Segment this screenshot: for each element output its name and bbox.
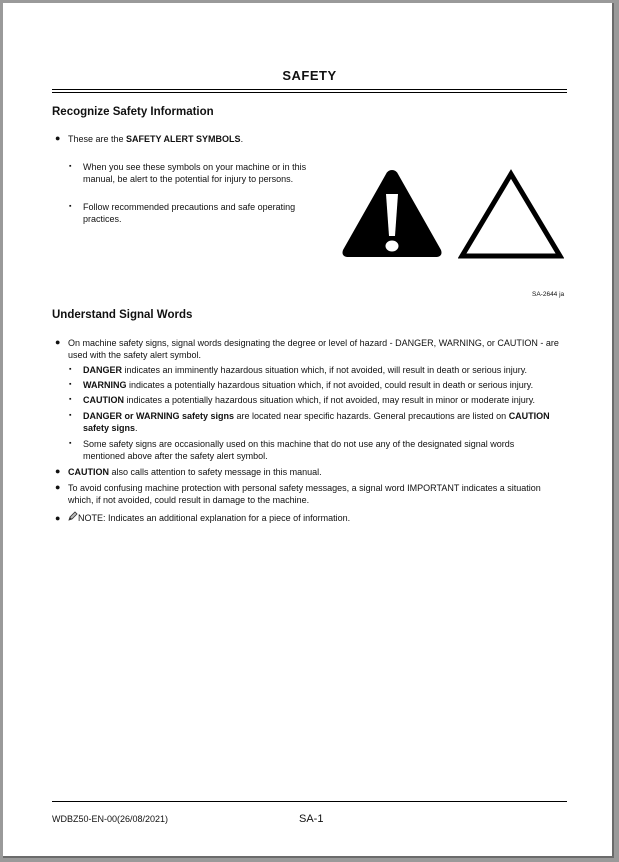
sub-bullet-safety-signs: DANGER or WARNING safety signs are located near specific hazards. General precautions are listed on CAUTION safety signs. xyxy=(83,411,550,433)
bullet-dot: ● xyxy=(55,466,61,476)
footer-page-number: SA-1 xyxy=(299,813,324,825)
bullet-caution-also: CAUTION also calls attention to safety message in this manual. xyxy=(68,467,322,477)
sub-bullet-follow-precautions: Follow recommended precautions and safe operating practices. xyxy=(83,202,296,224)
bullet-dot: ● xyxy=(55,133,61,143)
sub-bullet-warning: WARNING indicates a potentially hazardous situation which, if not avoided, could result in death or serious injury. xyxy=(83,380,534,390)
pencil-note-icon xyxy=(67,511,78,522)
sub-bullet-marker: ▪ xyxy=(69,440,72,447)
footer-doc-code: WDBZ50-EN-00(26/08/2021) xyxy=(52,814,169,824)
safety-alert-filled-triangle-icon xyxy=(340,166,444,260)
page-title: SAFETY xyxy=(282,68,337,83)
bullet-note: NOTE: Indicates an additional explanation for a piece of information. xyxy=(78,513,351,523)
section-heading-signal-words: Understand Signal Words xyxy=(52,309,193,321)
safety-alert-outline-triangle-icon xyxy=(458,168,564,260)
sub-bullet-be-alert: When you see these symbols on your machine or in this manual, be alert to the potential for injury to persons. xyxy=(83,162,307,184)
bullet-signal-words-intro: On machine safety signs, signal words designating the degree or level of hazard - DANGER, WARNING, or CAUTION - are used with the safety alert symbol. xyxy=(68,338,559,360)
sub-bullet-danger: DANGER indicates an imminently hazardous situation which, if not avoided, will result in death or serious injury. xyxy=(83,365,528,375)
sub-bullet-caution: CAUTION indicates a potentially hazardous situation which, if not avoided, may result in minor or moderate injury. xyxy=(83,395,536,405)
sub-bullet-marker: ▪ xyxy=(69,163,72,170)
sub-bullet-marker: ▪ xyxy=(69,203,72,210)
sub-bullet-marker: ▪ xyxy=(69,412,72,419)
footer-rule xyxy=(52,801,567,802)
sub-bullet-some-signs: Some safety signs are occasionally used on this machine that do not use any of the designated signal words mentioned above after the safety alert symbol. xyxy=(83,439,515,461)
bullet-dot: ● xyxy=(55,337,61,347)
bullet-safety-alert-symbols: These are the SAFETY ALERT SYMBOLS. xyxy=(68,134,244,144)
bullet-dot: ● xyxy=(55,513,61,523)
sub-bullet-marker: ▪ xyxy=(69,381,72,388)
bullet-important: To avoid confusing machine protection with personal safety messages, a signal word IMPORTANT indicates a situation which, if not avoided, could result in damage to the machine. xyxy=(68,483,541,505)
sub-bullet-marker: ▪ xyxy=(69,366,72,373)
section-heading-recognize: Recognize Safety Information xyxy=(52,106,214,118)
title-rule xyxy=(52,89,567,93)
sub-bullet-marker: ▪ xyxy=(69,396,72,403)
figure-id: SA-2644 ja xyxy=(532,291,565,298)
bullet-dot: ● xyxy=(55,482,61,492)
